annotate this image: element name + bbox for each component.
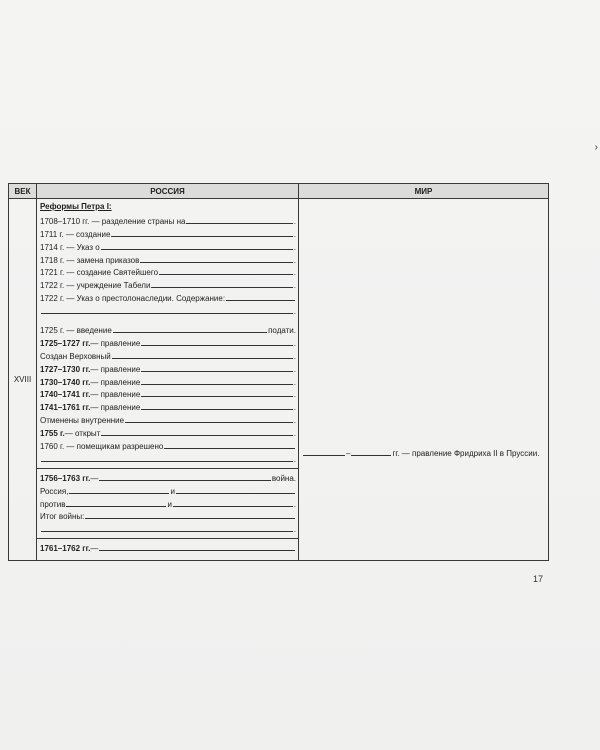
text-line: 1711 г. — создание (40, 229, 111, 239)
date-range: 1756–1763 гг. (40, 473, 91, 483)
fill-in-blank[interactable] (141, 362, 292, 372)
text-line: и (170, 486, 175, 496)
fill-in-blank[interactable] (176, 484, 295, 494)
date-range: 1727–1730 гг. (40, 364, 91, 374)
text-line: — правление (90, 390, 141, 400)
text-line: 1725 г. — введение (40, 326, 112, 336)
text-line: — (90, 544, 99, 554)
history-table (8, 183, 549, 561)
text-line: война. (271, 473, 296, 483)
text-line: Россия, (40, 486, 69, 496)
fill-in-blank[interactable] (66, 497, 166, 507)
fill-in-blank[interactable] (111, 227, 292, 237)
dot: . (293, 242, 296, 252)
dot: . (293, 454, 296, 464)
text-line: — правление (90, 338, 141, 348)
text-line: Отменены внутренние (40, 416, 125, 426)
dot: . (293, 377, 296, 387)
text-line: 1722 г. — учреждение Табели (40, 281, 151, 291)
text-line: подати. (268, 326, 296, 336)
fill-in-blank[interactable] (112, 349, 293, 359)
fill-in-blank[interactable] (159, 265, 293, 275)
dot: . (293, 281, 296, 291)
fill-in-blank[interactable] (41, 304, 293, 314)
text-line: 1718 г. — замена приказов (40, 255, 140, 265)
dot: . (293, 364, 296, 374)
text-line: 1708–1710 гг. — разделение страны на (40, 216, 186, 226)
header-world: МИР (299, 184, 549, 199)
text-line: — открыт (64, 429, 101, 439)
text-line: — правление (90, 403, 141, 413)
fill-in-blank[interactable] (41, 522, 293, 532)
dot: . (293, 338, 296, 348)
fill-in-blank[interactable] (41, 452, 293, 462)
section-heading: Реформы Петра I: (40, 202, 112, 211)
fill-in-blank[interactable] (186, 214, 292, 224)
fill-in-blank[interactable] (141, 400, 292, 410)
date-range: 1741–1761 гг. (40, 403, 91, 413)
date-range: 1761–1762 гг. (40, 544, 91, 554)
header-russia: РОССИЯ (37, 184, 299, 199)
dot: . (293, 268, 296, 278)
fill-in-blank[interactable] (164, 439, 295, 449)
dot: . (293, 229, 296, 239)
dot: . (293, 525, 296, 535)
divider (37, 538, 298, 539)
text-line: 1722 г. — Указ о престолонаследии. Содержание: (40, 294, 226, 304)
dot: . (293, 499, 296, 509)
dot: . (293, 416, 296, 426)
dot: . (293, 429, 296, 439)
date-range: 1755 г. (40, 429, 65, 439)
fill-in-blank[interactable] (173, 497, 293, 507)
dot: . (293, 307, 296, 317)
dot: . (293, 255, 296, 265)
fill-in-blank[interactable] (85, 509, 295, 519)
divider (37, 468, 298, 469)
fill-in-blank[interactable] (113, 323, 267, 333)
fill-in-blank[interactable] (99, 471, 270, 481)
text-line: 1714 г. — Указ о (40, 242, 100, 252)
dot: . (293, 216, 296, 226)
fill-in-blank[interactable] (141, 336, 292, 346)
fill-in-blank[interactable] (99, 541, 295, 551)
text-line: 1721 г. — создание Святейшего (40, 268, 159, 278)
world-text: гг. — правление Фридриха II в Пруссии. (392, 449, 540, 458)
text-line: — правление (90, 377, 141, 387)
century-cell: XVIII (9, 199, 37, 561)
fill-in-blank[interactable] (303, 446, 345, 456)
date-range: 1725–1727 гг. (40, 338, 91, 348)
text-line: Создан Верховный (40, 351, 111, 361)
fill-in-blank[interactable] (151, 278, 292, 288)
fill-in-blank[interactable] (125, 413, 293, 423)
text-line: — правление (90, 364, 141, 374)
fill-in-blank[interactable] (101, 426, 292, 436)
fill-in-blank[interactable] (69, 484, 169, 494)
date-range: 1740–1741 гг. (40, 390, 91, 400)
header-century: ВЕК (9, 184, 37, 199)
fill-in-blank[interactable] (226, 291, 295, 301)
fill-in-blank[interactable] (141, 387, 292, 397)
fill-in-blank[interactable] (351, 446, 391, 456)
text-line: и (167, 499, 172, 509)
fill-in-blank[interactable] (140, 253, 292, 263)
text-line: 1760 г. — помещикам разрешено (40, 442, 164, 452)
fill-in-blank[interactable] (141, 375, 292, 385)
text-line: — (90, 473, 99, 483)
dot: . (293, 390, 296, 400)
fill-in-blank[interactable] (101, 240, 293, 250)
date-range: 1730–1740 гг. (40, 377, 91, 387)
text-line: против (40, 499, 66, 509)
text-line: Итог войны: (40, 512, 85, 522)
table-header-row (9, 184, 549, 199)
russia-cell (37, 199, 299, 561)
dash: – (346, 449, 351, 458)
world-cell (299, 199, 549, 561)
table-row (9, 199, 549, 561)
page-number: 17 (533, 574, 544, 584)
dot: . (293, 403, 296, 413)
corner-mark: › (594, 142, 598, 153)
dot: . (293, 351, 296, 361)
